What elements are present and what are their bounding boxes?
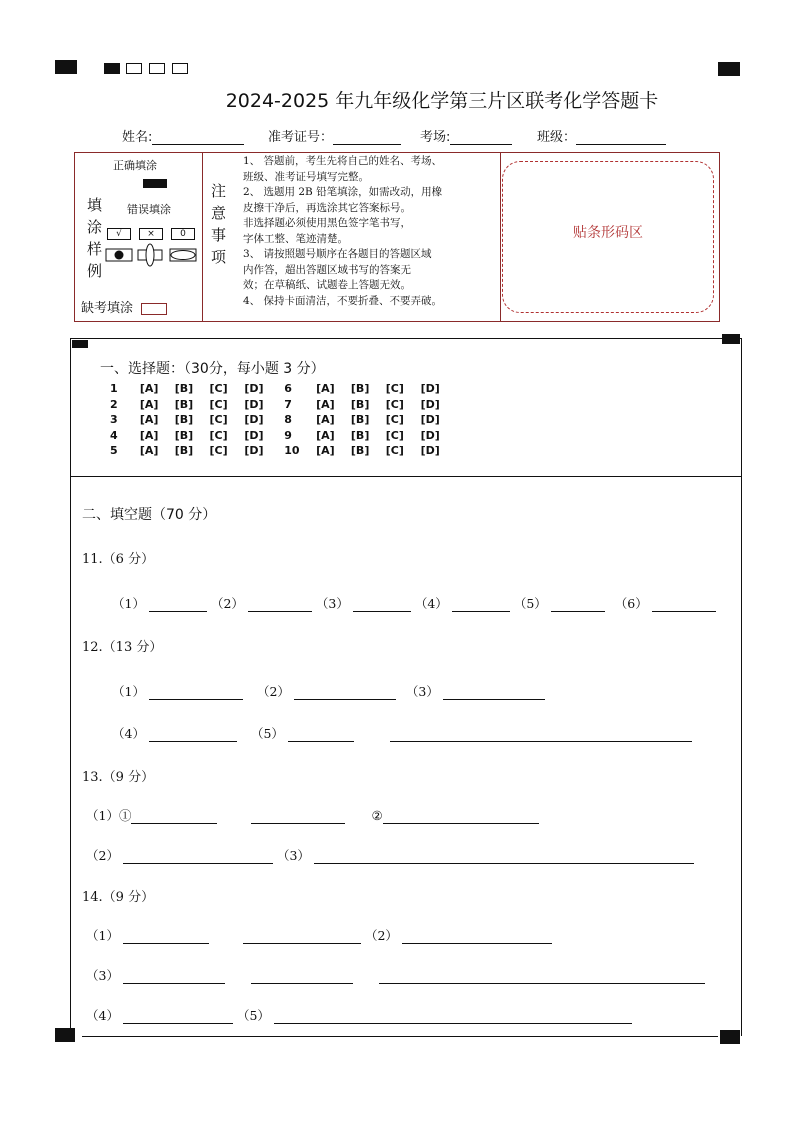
absent-fill-box[interactable] [141, 303, 167, 315]
answer-blank[interactable] [402, 931, 552, 944]
option-b[interactable]: [B] [174, 428, 194, 442]
option-d[interactable]: [D] [420, 413, 440, 426]
answer-grid [110, 382, 452, 460]
answer-blank[interactable] [379, 971, 705, 984]
option-a[interactable]: [A] [139, 413, 159, 426]
option-b[interactable]: [B] [350, 397, 370, 411]
q14-answers-row1 [86, 926, 556, 944]
wrong-sample-dot-icon [105, 248, 133, 262]
notes-heading-2: 意 [211, 204, 227, 222]
field-label: 准考证号： [268, 130, 334, 145]
q12-answers-row1 [112, 682, 549, 700]
note-line: 效；在草稿纸、试题卷上答题无效。 [243, 279, 411, 291]
wrong-sample-zero: 0 [171, 228, 195, 240]
correct-fill-sample [143, 179, 167, 188]
question-number: 7 [284, 397, 292, 411]
empty-square [149, 63, 165, 74]
answer-row [110, 382, 452, 398]
question-number: 6 [284, 382, 292, 395]
answer-blank[interactable] [383, 811, 539, 824]
option-a[interactable]: [A] [316, 397, 335, 411]
wrong-fill-label: 错误填涂 [127, 203, 171, 216]
option-d[interactable]: [D] [420, 382, 440, 395]
answer-blank[interactable] [390, 729, 692, 742]
q11-heading: 11.（6 分） [82, 552, 155, 567]
option-b[interactable]: [B] [350, 444, 370, 457]
field-label: 班级： [537, 130, 577, 145]
blank-label: （3） [86, 968, 119, 983]
field-name [122, 126, 244, 145]
q14-answers-row3 [86, 1006, 636, 1024]
option-b[interactable]: [B] [174, 444, 194, 457]
note-line: 内作答，超出答题区域书写的答案无 [243, 263, 411, 276]
blank-label: （4） [414, 596, 448, 611]
option-a[interactable]: [A] [139, 428, 159, 442]
bottom-rule [82, 1036, 718, 1037]
blank-label: （4） [86, 1008, 119, 1023]
option-d[interactable]: [D] [244, 382, 264, 395]
blank-label: （2） [256, 684, 290, 699]
field-class [537, 126, 666, 145]
answer-blank[interactable] [123, 931, 209, 944]
blank-label: （3） [276, 848, 310, 863]
answer-blank[interactable] [452, 599, 510, 612]
answer-blank[interactable] [288, 729, 354, 742]
option-a[interactable]: [A] [316, 428, 335, 442]
question-number: 5 [110, 444, 118, 457]
wrong-sample-check: √ [107, 228, 131, 240]
option-c[interactable]: [C] [209, 397, 228, 411]
blank-label: （1） [112, 596, 145, 611]
answer-blank[interactable] [243, 931, 361, 944]
fill-side-label-3: 样 [87, 240, 103, 258]
section2-title: 二、填空题（70 分） [82, 507, 217, 523]
field-label: 姓名: [122, 130, 153, 145]
option-c[interactable]: [C] [385, 444, 404, 457]
blank-label: （4） [112, 726, 145, 741]
option-c[interactable]: [C] [385, 428, 404, 442]
fill-side-label-1: 填 [87, 196, 103, 214]
answer-row [110, 444, 452, 460]
fill-in-section [70, 476, 742, 1036]
option-a[interactable]: [A] [316, 382, 335, 395]
page-title: 2024-2025 年九年级化学第三片区联考化学答题卡 [225, 90, 659, 112]
fill-side-label-4: 例 [87, 262, 103, 280]
note-line: 非选择题必须使用黑色签字笔书写， [243, 217, 411, 229]
option-a[interactable]: [A] [316, 444, 335, 457]
option-c[interactable]: [C] [385, 382, 404, 395]
answer-row [110, 413, 452, 429]
answer-blank[interactable] [652, 599, 716, 612]
correct-fill-label: 正确填涂 [113, 159, 157, 172]
blank-label: （1） [112, 684, 145, 699]
field-label: 考场: [420, 130, 451, 145]
wrong-sample-bar-icon [135, 243, 165, 267]
absent-label-text: 缺考填涂 [81, 301, 134, 316]
q12-answers-row2 [112, 724, 696, 742]
answer-blank[interactable] [314, 851, 694, 864]
corner-mark-top-right [718, 62, 740, 76]
field-exam-id [268, 126, 401, 145]
option-b[interactable]: [B] [174, 382, 194, 395]
option-b[interactable]: [B] [174, 397, 194, 411]
option-c[interactable]: [C] [209, 413, 228, 426]
exam-id-input-line[interactable] [333, 130, 401, 145]
answer-blank[interactable] [251, 971, 353, 984]
blank-label: （2） [210, 596, 244, 611]
question-number: 8 [284, 413, 292, 426]
answer-blank[interactable] [353, 599, 411, 612]
notes-heading-4: 项 [211, 248, 227, 266]
question-number: 4 [110, 428, 118, 442]
room-input-line[interactable] [450, 130, 512, 145]
notes-heading-3: 事 [211, 226, 227, 244]
question-number: 10 [284, 444, 300, 457]
option-d[interactable]: [D] [420, 444, 440, 457]
absent-fill-label [81, 297, 167, 316]
note-line: 4、 保持卡面清洁，不要折叠、不要弄破。 [243, 294, 443, 307]
blank-label: （1） [86, 928, 119, 943]
option-d[interactable]: [D] [244, 413, 264, 426]
option-b[interactable]: [B] [350, 382, 370, 395]
empty-square [172, 63, 188, 74]
option-c[interactable]: [C] [209, 382, 228, 395]
note-line: 皮擦干净后，再选涂其它答案标号。 [243, 201, 411, 214]
option-b[interactable]: [B] [350, 428, 370, 442]
answer-blank[interactable] [551, 599, 605, 612]
q13-answers-row2 [86, 846, 698, 864]
barcode-area [502, 161, 714, 313]
instructions-box [74, 152, 720, 322]
q13-heading: 13.（9 分） [82, 770, 155, 785]
q11-answers [112, 594, 720, 612]
blank-label: （5） [236, 1008, 270, 1023]
field-room [420, 126, 512, 145]
answer-row [110, 398, 452, 414]
blank-label: （3） [315, 596, 349, 611]
option-d[interactable]: [D] [244, 397, 264, 411]
blank-label: （5） [513, 596, 547, 611]
empty-square [126, 63, 142, 74]
answer-blank[interactable] [123, 851, 273, 864]
option-c[interactable]: [C] [385, 413, 404, 426]
wrong-sample-cross: × [139, 228, 163, 240]
wrong-sample-oval-icon [169, 248, 199, 262]
section1-title: 一、选择题：（30分，每小题 3 分） [100, 361, 325, 377]
q14-answers-row2 [86, 966, 709, 984]
note-line: 字体工整、笔迹清楚。 [243, 232, 348, 245]
blank-label: （1） [86, 808, 119, 823]
option-d[interactable]: [D] [420, 397, 440, 411]
answer-blank[interactable] [274, 1011, 632, 1024]
note-line: 班级、准考证号填写完整。 [243, 170, 369, 183]
answer-blank[interactable] [251, 811, 345, 824]
answer-blank[interactable] [131, 811, 217, 824]
question-number: 1 [110, 382, 118, 395]
question-number: 3 [110, 413, 118, 426]
question-number: 2 [110, 397, 118, 411]
blank-label: （6） [614, 596, 648, 611]
option-d[interactable]: [D] [244, 444, 264, 457]
question-number: 9 [284, 428, 292, 442]
answer-row [110, 429, 452, 445]
name-input-line[interactable] [152, 130, 244, 145]
option-a[interactable]: [A] [139, 444, 159, 457]
answer-blank[interactable] [149, 687, 243, 700]
option-a[interactable]: [A] [139, 382, 159, 395]
note-line: 1、 答题前，考生先将自己的姓名、考场、 [243, 155, 443, 167]
circled-one: ① [118, 808, 132, 823]
class-input-line[interactable] [576, 130, 666, 145]
q13-answers-row1 [86, 806, 543, 824]
option-d[interactable]: [D] [244, 428, 264, 442]
fill-side-label-2: 涂 [87, 218, 103, 236]
answer-blank[interactable] [123, 1011, 233, 1024]
option-b[interactable]: [B] [350, 413, 370, 426]
blank-label: （5） [250, 726, 284, 741]
notes-heading-1: 注 [211, 182, 227, 200]
option-c[interactable]: [C] [385, 397, 404, 411]
answer-blank[interactable] [294, 687, 396, 700]
option-b[interactable]: [B] [174, 413, 194, 426]
answer-blank[interactable] [149, 599, 207, 612]
answer-blank[interactable] [149, 729, 237, 742]
notes-list [243, 154, 442, 309]
option-d[interactable]: [D] [420, 428, 440, 442]
circled-two: ② [371, 808, 383, 823]
blank-label: （2） [364, 928, 398, 943]
note-line: 3、 请按照题号顺序在各题目的答题区域 [243, 248, 432, 260]
q12-heading: 12.（13 分） [82, 640, 163, 655]
corner-mark-top-left [55, 60, 77, 74]
filled-square [104, 63, 120, 74]
q14-heading: 14.（9 分） [82, 890, 155, 905]
answer-blank[interactable] [123, 971, 225, 984]
blank-label: （3） [405, 684, 439, 699]
blank-label: （2） [86, 848, 119, 863]
option-a[interactable]: [A] [139, 397, 159, 411]
answer-blank[interactable] [248, 599, 312, 612]
answer-blank[interactable] [443, 687, 545, 700]
option-c[interactable]: [C] [209, 428, 228, 442]
barcode-label: 贴条形码区 [573, 225, 643, 241]
option-a[interactable]: [A] [316, 413, 335, 426]
note-line: 2、 选题用 2B 铅笔填涂，如需改动，用橡 [243, 186, 443, 198]
option-c[interactable]: [C] [209, 444, 228, 457]
